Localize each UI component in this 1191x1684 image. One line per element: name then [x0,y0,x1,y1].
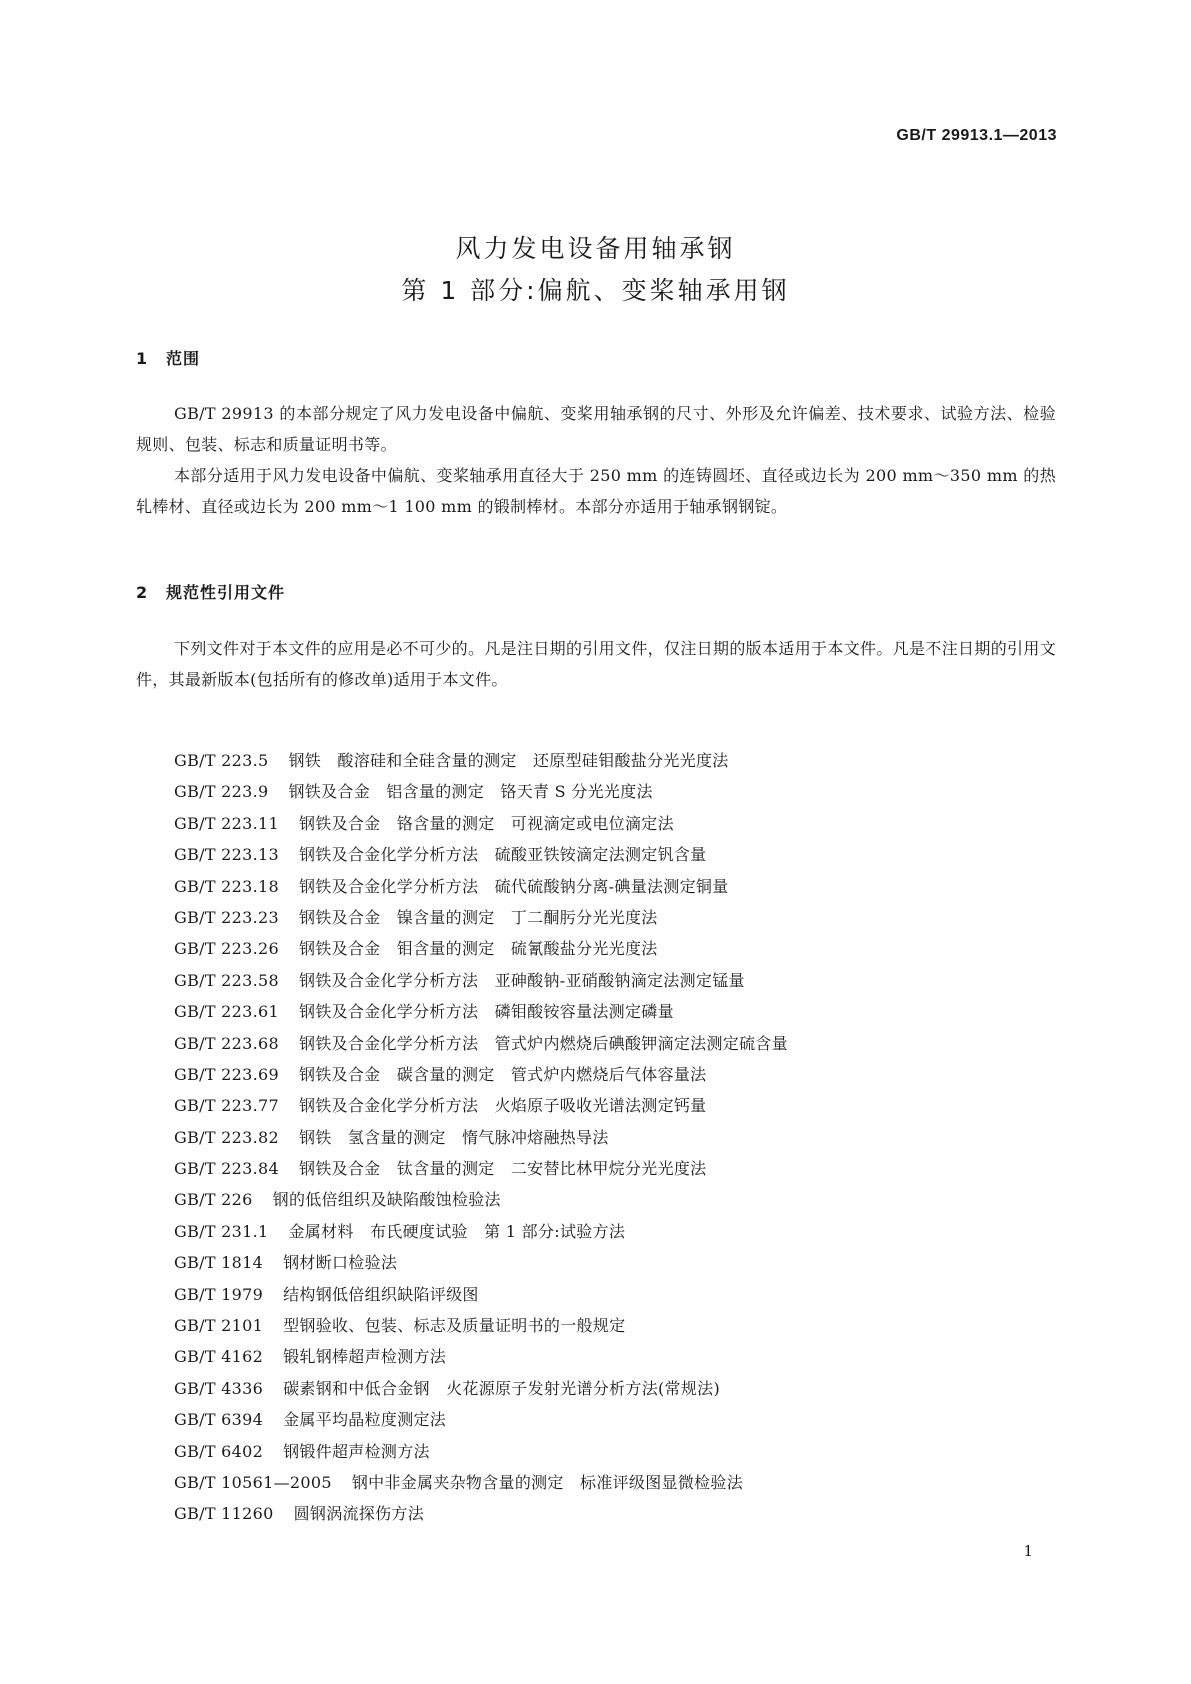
reference-code: GB/T 11260 [174,1504,274,1524]
references-intro: 下列文件对于本文件的应用是必不可少的。凡是注日期的引用文件，仅注日期的版本适用于本文件。凡是不注日期的引用文件，其最新版本(包括所有的修改单)适用于本文件。 [136,639,1056,689]
reference-code: GB/T 223.61 [174,1002,279,1022]
reference-title: 钢铁及合金化学分析方法 硫酸亚铁铵滴定法测定钒含量 [298,845,707,865]
reference-code: GB/T 226 [174,1190,253,1210]
reference-item [174,1467,1054,1498]
section-2-heading [136,580,285,603]
reference-list [174,745,1054,1530]
reference-title: 金属平均晶粒度测定法 [283,1410,447,1430]
reference-title: 钢铁及合金化学分析方法 磷钼酸铵容量法测定磷量 [298,1002,674,1022]
section-1-title: 范围 [166,349,201,368]
reference-code: GB/T 231.1 [174,1221,269,1241]
reference-item [174,1404,1054,1435]
section-2-number: 2 [136,583,149,602]
reference-title: 型钢验收、包装、标志及质量证明书的一般规定 [283,1316,626,1336]
reference-code: GB/T 223.13 [174,845,279,865]
reference-title: 钢材断口检验法 [283,1253,398,1273]
reference-item [174,902,1054,933]
reference-code: GB/T 223.84 [174,1159,279,1179]
section-2-title: 规范性引用文件 [166,583,286,602]
title-line-1: 风力发电设备用轴承钢 [455,234,736,263]
reference-item [174,808,1054,839]
section-1-heading [136,346,200,369]
reference-title: 钢铁 氢含量的测定 惰气脉冲熔融热导法 [298,1127,609,1147]
reference-item [174,1216,1054,1247]
reference-item [174,776,1054,807]
reference-item [174,1059,1054,1090]
reference-item [174,839,1054,870]
reference-code: GB/T 223.69 [174,1064,279,1084]
reference-item [174,1310,1054,1341]
reference-item [174,933,1054,964]
scope-paragraph-1: GB/T 29913 的本部分规定了风力发电设备中偏航、变桨用轴承钢的尺寸、外形及允许偏差、技术要求、试验方法、检验规则、包装、标志和质量证明书等。 [136,404,1056,454]
reference-title: 钢铁 酸溶硅和全硅含量的测定 还原型硅钼酸盐分光光度法 [288,751,729,770]
reference-item [174,745,1054,776]
reference-title: 钢铁及合金化学分析方法 火焰原子吸收光谱法测定钙量 [298,1096,707,1116]
standard-code: GB/T 29913.1—2013 [896,127,1057,144]
document-title [0,228,1191,312]
reference-item [174,1184,1054,1215]
reference-title: 钢铁及合金 碳含量的测定 管式炉内燃烧后气体容量法 [298,1064,707,1084]
reference-code: GB/T 4336 [174,1378,264,1398]
reference-code: GB/T 6402 [174,1441,264,1461]
reference-code: GB/T 223.58 [174,970,279,990]
reference-title: 钢中非金属夹杂物含量的测定 标准评级图显微检验法 [351,1472,744,1492]
reference-item [174,1341,1054,1372]
reference-title: 钢铁及合金化学分析方法 亚砷酸钠-亚硝酸钠滴定法测定锰量 [298,970,745,990]
reference-title: 钢铁及合金 镍含量的测定 丁二酮肟分光光度法 [298,907,658,927]
reference-item [174,1436,1054,1467]
reference-title: 圆钢涡流探伤方法 [293,1504,424,1524]
reference-code: GB/T 223.23 [174,907,279,927]
reference-code: GB/T 223.18 [174,876,279,896]
reference-title: 钢铁及合金化学分析方法 管式炉内燃烧后碘酸钾滴定法测定硫含量 [298,1033,788,1053]
scope-paragraph-2: 本部分适用于风力发电设备中偏航、变桨轴承用直径大于 250 mm 的连铸圆坯、直径或边长为 200 mm～350 mm 的热轧棒材、直径或边长为 200 mm～1 100 mm 的锻制棒材。本部分亦适用于轴承钢钢锭。 [136,466,1056,516]
reference-code: GB/T 223.68 [174,1033,279,1053]
reference-code: GB/T 223.82 [174,1127,279,1147]
reference-code: GB/T 223.11 [174,813,279,833]
reference-code: GB/T 223.5 [174,751,269,770]
reference-code: GB/T 1814 [174,1253,264,1273]
reference-code: GB/T 6394 [174,1410,264,1430]
reference-code: GB/T 2101 [174,1316,264,1336]
reference-title: 结构钢低倍组织缺陷评级图 [283,1284,479,1304]
reference-item [174,871,1054,902]
title-line-2: 第 1 部分:偏航、变桨轴承用钢 [401,276,790,305]
reference-item [174,1498,1054,1529]
page-number: 1 [1023,1542,1033,1560]
reference-item [174,1028,1054,1059]
reference-code: GB/T 223.26 [174,939,279,959]
reference-title: 钢的低倍组织及缺陷酸蚀检验法 [272,1190,501,1210]
reference-item [174,1373,1054,1404]
reference-title: 钢铁及合金 钛含量的测定 二安替比林甲烷分光光度法 [298,1159,707,1179]
reference-code: GB/T 223.9 [174,782,269,802]
reference-code: GB/T 10561—2005 [174,1472,332,1492]
reference-item [174,965,1054,996]
reference-title: 钢铁及合金化学分析方法 硫代硫酸钠分离-碘量法测定铜量 [298,876,729,896]
reference-item [174,1279,1054,1310]
reference-title: 锻轧钢棒超声检测方法 [283,1347,447,1367]
reference-code: GB/T 1979 [174,1284,264,1304]
reference-title: 钢铁及合金 铬含量的测定 可视滴定或电位滴定法 [298,813,674,833]
reference-code: GB/T 223.77 [174,1096,279,1116]
reference-title: 钢锻件超声检测方法 [283,1441,430,1461]
reference-title: 钢铁及合金 铝含量的测定 铬天青 S 分光光度法 [288,782,653,802]
reference-title: 钢铁及合金 钼含量的测定 硫氰酸盐分光光度法 [298,939,658,959]
reference-title: 金属材料 布氏硬度试验 第 1 部分:试验方法 [288,1221,626,1241]
reference-item [174,1153,1054,1184]
reference-item [174,996,1054,1027]
reference-item [174,1090,1054,1121]
reference-title: 碳素钢和中低合金钢 火花源原子发射光谱分析方法(常规法) [283,1378,720,1398]
reference-code: GB/T 4162 [174,1347,264,1367]
reference-item [174,1122,1054,1153]
reference-item [174,1247,1054,1278]
section-1-number: 1 [136,349,149,368]
